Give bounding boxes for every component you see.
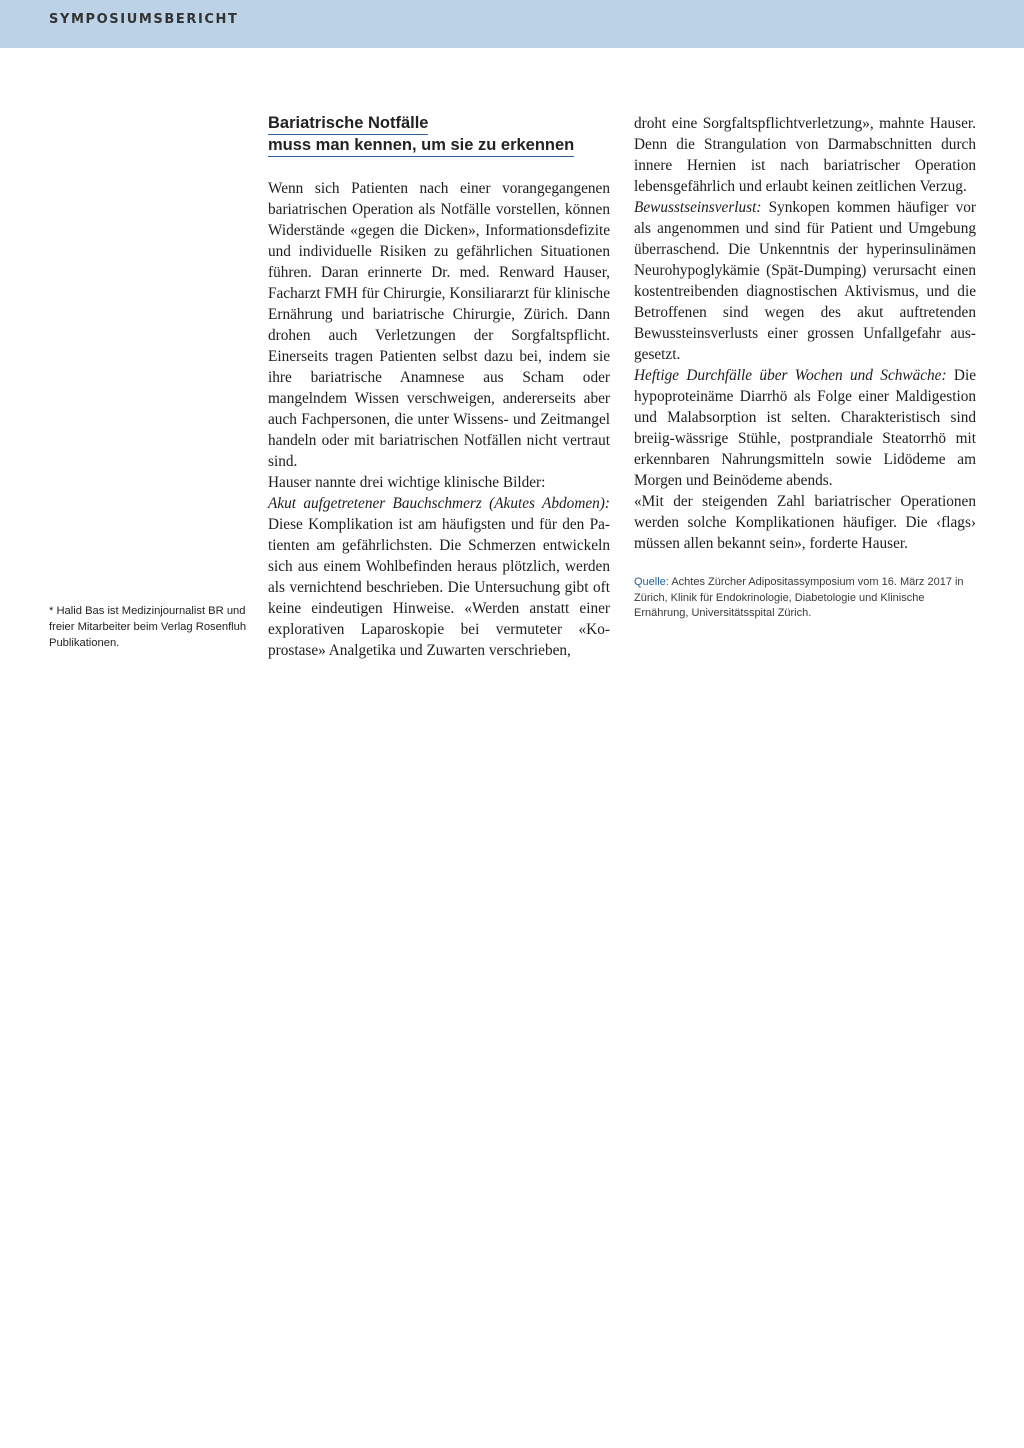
article-column-left xyxy=(268,113,610,661)
text-loss-of-consciousness: Synkopen kommen häufiger vor als angenommen und sind für Patient und Umgebung überraschend. Die Unkenntnis der hyperinsulinämen Neurohypoglykämie (Spät-Dumping) verursacht einen kostentreibenden diagnostischen Aktivismus, und die Betroffenen sind wegen des akut auftretenden Bewussteinsverlusts einer grossen Unfallgefahr ausgesetzt. xyxy=(634,199,977,363)
author-footnote: * Halid Bas ist Medizinjournalist BR und freier Mitarbeiter beim Verlag Rosenfluh Publikationen. xyxy=(49,605,247,649)
subheading-diarrhea: Heftige Durchfälle über Wochen und Schwäche: xyxy=(634,367,947,384)
source-text: Achtes Zürcher Adipositassymposium vom 16. März 2017 in Zürich, Klinik für Endokrinologie, Diabetologie und Klinische Ernährung, Universitätsspital Zürich. xyxy=(634,576,964,619)
section-label: SYMPOSIUMSBERICHT xyxy=(49,12,239,27)
source-label: Quelle: xyxy=(634,576,669,588)
article-headline xyxy=(268,113,610,157)
paragraph-duty-of-care: droht eine Sorgfaltspflichtverletzung», mahnte Hauser. Denn die Strangulation von Darmabschnitten durch innere Hernien ist nach bariatrischer Operation lebensgefährlich und erlaubt keinen zeitlichen Verzug. xyxy=(634,115,976,195)
article-column-right xyxy=(634,113,976,622)
text-diarrhea: Die hypoproteinäme Diarrhö als Folge einer Maldigestion und Malabsorption ist selten. Charakteristisch sind breiig-wässrige Stühle, postprandiale Steatorrhö mit erkennbaren Nahrungsmitteln sowie Lidödeme am Morgen und Beinödeme abends. xyxy=(634,367,976,489)
paragraph-closing-quote: «Mit der steigenden Zahl bariatrischer Operationen werden solche Komplikationen häufiger. Die ‹flags› müssen allen bekannt sein», forderte Hauser. xyxy=(634,493,976,552)
paragraph-clinical-pictures: Hauser nannte drei wichtige klinische Bilder: xyxy=(268,474,546,491)
headline-line-1: Bariatrische Notfälle xyxy=(268,113,428,135)
paragraph-acute-abdomen xyxy=(268,493,610,661)
source-note xyxy=(634,575,976,622)
subheading-loss-of-consciousness: Bewusstseinsverlust: xyxy=(634,199,762,216)
paragraph-diarrhea xyxy=(634,365,976,491)
paragraph-loss-of-consciousness xyxy=(634,197,976,365)
subheading-acute-abdomen: Akut aufgetretener Bauchschmerz (Akutes Abdomen): xyxy=(268,495,610,512)
header-bar xyxy=(0,0,1024,48)
headline-line-2: muss man kennen, um sie zu erkennen xyxy=(268,135,574,157)
paragraph-intro: Wenn sich Patienten nach einer vorangegangenen bariatrischen Operation als Notfälle vorstellen, können Widerstände «gegen die Dicken», Informationsdefizite und individuelle Risiken zu gefährlichen Situationen führen. Daran erinnerte Dr. med. Renward Hauser, Facharzt FMH für Chirurgie, Konsiliararzt für klinische Ernährung und bariatrische Chirurgie, Zürich. Dann drohen auch Verletzungen der Sorgfaltspflicht. Einerseits tragen Patienten selbst dazu bei, indem sie ihre bariatrische Anamnese aus Scham oder mangelndem Wissen verschweigen, andererseits aber auch Fachpersonen, die unter Wissens- und Zeitmangel handeln oder mit bariatrischen Notfällen nicht vertraut sind. xyxy=(268,180,610,470)
text-acute-abdomen: Diese Komplikation ist am häufigsten und für den Patienten am gefährlichsten. Die Schmerzen entwickeln sich aus einem Wohlbefinden heraus plötzlich, werden als vernichtend beschrieben. Die Untersuchung gibt oft keine eindeutigen Hinweise. «Werden anstatt einer explorativen Laparoskopie bei vermuteter «Koprostase» Analgetika und Zuwarten verschrieben, xyxy=(268,516,610,659)
